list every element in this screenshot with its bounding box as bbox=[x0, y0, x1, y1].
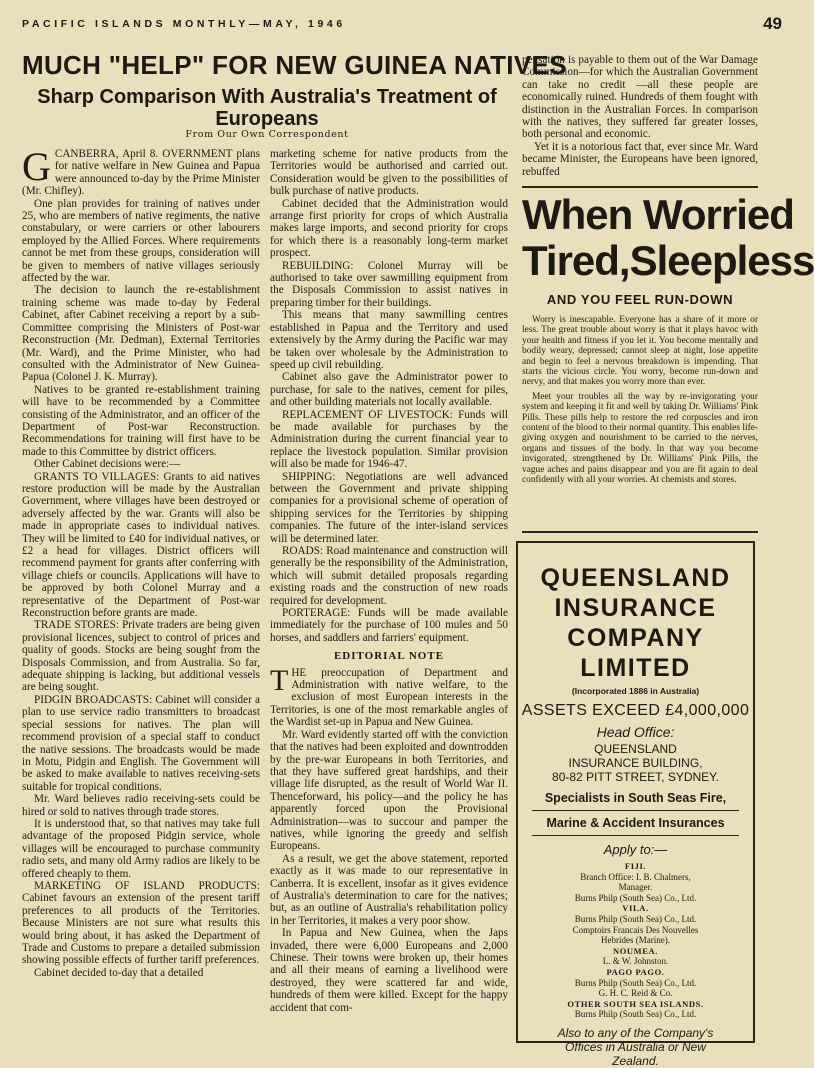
article-byline: From Our Own Correspondent bbox=[185, 129, 349, 140]
agent-entry: Branch Office: I. B. Chalmers, bbox=[580, 871, 691, 882]
ad-divider-rule bbox=[522, 531, 758, 533]
ad-headline-line-1: When Worried bbox=[522, 191, 794, 238]
ad-rule bbox=[532, 810, 739, 811]
article-paragraph: PORTERAGE: Funds will be made available immediately for the purchase of 100 mules and 50 horses, and saddlers and farriers' equipment. bbox=[270, 607, 508, 644]
editorial-paragraph: As a result, we get the above statement, reported exactly as it was made to our representative in Canberra. It is excellent, insofar as it gives evidence of Australia's determination to care for the natives; but, as an outline of Australia's rehabilitation policy in her Territories, it makes a very poor show. bbox=[270, 852, 508, 927]
editorial-drop-cap: T bbox=[270, 663, 289, 697]
article-headline: MUCH "HELP" FOR NEW GUINEA NATIVES bbox=[22, 50, 567, 80]
article-paragraph: Yet it is a notorious fact that, ever since Mr. Ward became Minister, the Europeans have been ignored, rebuffed bbox=[522, 140, 758, 178]
article-paragraph: GCANBERRA, April 8. OVERNMENT plans for native welfare in New Guinea and Papua were announced to-day by the Prime Minister (Mr. Chifley). bbox=[22, 144, 260, 198]
article-paragraph: SHIPPING: Negotiations are well advanced between the Government and private shipping companies for a provisional scheme of operation of shipping services for the Territories by shipping companies. The future of the inter-island services will be determined later. bbox=[270, 470, 508, 545]
article-paragraph: GRANTS TO VILLAGES: Grants to aid natives restore production will be made by the Australian Government, where villages have been destroyed or adversely affected by the war. Grants will also be made in appropriate cases to individual natives. They will be limited to £40 for individual natives, or £2 a head for villages. District officers will recommend payment for grants after conferring with village chiefs or councils. Applications will have to be approved by both Colonel Murray and a representative of the Department of Post-war Reconstruction before grants are made. bbox=[22, 470, 260, 620]
head-office-label: Head Office: bbox=[596, 724, 675, 740]
article-paragraph: Mr. Ward believes radio receiving-sets could be hired or sold to natives through trade stores. bbox=[22, 793, 260, 818]
article-paragraph: Cabinet decided to-day that a detailed bbox=[34, 966, 204, 979]
agents-list bbox=[518, 861, 753, 1020]
article-column-3 bbox=[522, 54, 758, 184]
article-paragraph: Cabinet also gave the Administrator power to purchase, for sale to the natives, cement for piles, and other building materials not locally available. bbox=[270, 371, 508, 409]
article-paragraph: REPLACEMENT OF LIVESTOCK: Funds will be made available for purchases by the Administration during the current financial year to replace the livestock population. Similar provision will also be made for 1946-47. bbox=[270, 408, 508, 471]
article-paragraph: pensation is payable to them out of the War Damage Commission—for which the Australian Government can take no credit —all these people are economically ruined. Hundreds of them fought with distinction in the Australian Forces. In comparison with the natives, they suffered far greater losses, both personal and economic. bbox=[522, 54, 758, 141]
article-paragraph: Natives to be granted re-establishment training will have to be recommended by a Committee consisting of the Administrator, and an officer of the Department of Post-war Reconstruction. Recommendations for training will first have to be made to this Committee by district officers. bbox=[22, 383, 260, 458]
head-office-address: QUEENSLAND INSURANCE BUILDING, 80-82 PITT STREET, SYDNEY. bbox=[552, 742, 719, 784]
running-head-text: PACIFIC ISLANDS MONTHLY—MAY, 1946 bbox=[22, 18, 346, 30]
agent-entry: Burns Philp (South Sea) Co., Ltd. bbox=[574, 977, 697, 988]
editorial-note-heading: EDITORIAL NOTE bbox=[333, 650, 445, 663]
agent-location: FIJI. bbox=[624, 861, 647, 871]
agent-entry: Hebrides (Marine). bbox=[601, 935, 670, 946]
agent-location: NOUMEA. bbox=[612, 945, 659, 956]
running-head bbox=[22, 14, 782, 33]
article-paragraph: ROADS: Road maintenance and construction will generally be the responsibility of the Administration, which will submit detailed proposals regarding existing roads and the construction of new roads required for development. bbox=[270, 545, 508, 607]
ad-body bbox=[522, 315, 758, 486]
article-paragraph: REBUILDING: Colonel Murray will be authorised to take over sawmilling equipment from the Disposals Commission to assist natives in preparing timber for their buildings. bbox=[270, 259, 508, 309]
article-paragraph: marketing scheme for native products from the Territories would be authorised and carried out. Consideration would be given to the possibilities of bulk purchase of native products. bbox=[270, 148, 508, 198]
agent-entry: Burns Philp (South Sea) Co., Ltd. bbox=[574, 913, 697, 924]
ad-body-paragraph: Meet your troubles all the way by re-invigorating your system and keeping it fit and well by taking Dr. Williams' Pink Pills. These pills help to restore the red corpuscles and iron content of the blood to their normal quantity. This enables life-giving oxygen and nourishment to be carried to the nerves, organs and tissues of the body. In that way you become invigorated, strengthened by Dr. Williams' Pink Pills, the vague aches and pains disappear and you are fit again to deal confidently with all your worries. At chemists and stores. bbox=[522, 391, 758, 486]
ad-tagline: AND YOU FEEL RUN-DOWN bbox=[546, 292, 734, 307]
assets-line: ASSETS EXCEED £4,000,000 bbox=[521, 702, 750, 719]
editorial-paragraph: In Papua and New Guinea, when the Japs invaded, there were 6,000 Europeans and 2,000 Chinese. Their towns were broken up, their homes and all their means of earning a livelihood were destroyed, they were scattered far and wide, hundreds of them were killed. Except for the happy accident that com- bbox=[270, 927, 508, 1014]
drop-cap: G bbox=[22, 144, 51, 189]
company-name: QUEENSLAND INSURANCE COMPANY LIMITED bbox=[540, 564, 731, 682]
agent-entry: Burns Philp (South Sea) Co., Ltd. bbox=[574, 1009, 697, 1020]
also-offices-note: Also to any of the Company's Offices in Australia or New Zealand. bbox=[557, 1025, 714, 1068]
column-divider-rule bbox=[522, 186, 758, 188]
agent-location: OTHER SOUTH SEA ISLANDS. bbox=[567, 998, 704, 1009]
article-paragraph: PIDGIN BROADCASTS: Cabinet will consider a plan to use service radio transmitters to broadcast special sessions for natives. The plan will recommend provision of a special staff to conduct the native sessions. The broadcasts would be made in Motu, Pidgin and English. The Government will be asked to make available to natives receiving-sets suitable for tropical conditions. bbox=[22, 693, 260, 793]
article-column-2 bbox=[270, 148, 508, 1043]
article-paragraph: Cabinet decided that the Administration would arrange first priority for crops of which Australia makes large imports, and second priority for crops for which there is a reasonably long-term market prospect. bbox=[270, 197, 508, 260]
agent-location: PAGO PAGO. bbox=[606, 966, 665, 977]
editorial-paragraph: THE preoccupation of Department and Administration with native welfare, to the exclusion of most European interests in the Territories, is one of the most remarkable angles of the Wardist set-up in Papua and New Guinea. bbox=[270, 663, 508, 729]
article-paragraph: The decision to launch the re-establishment training scheme was made to-day by Federal Cabinet, after Cabinet receiving a report by a sub-Committee comprising the Ministers of Post-war Reconstruction (Mr. Dedman), External Territories (Mr. Ward), and the Prime Minister, who had consulted with the Administrator of New Guinea-Papua (Colonel J. K. Murray). bbox=[22, 284, 260, 384]
article-paragraph: It is understood that, so that natives may take full advantage of the proposed Pidgin service, whole villages will be encouraged to purchase community radio sets, and many old Army radios are likely to be offered cheaply to them. bbox=[22, 817, 260, 880]
page-number: 49 bbox=[763, 14, 782, 33]
article-paragraph: One plan provides for training of natives under 25, who are members of native regiments, the native constabulary, or were carriers or other labourers employed by the Allied Forces. Where requirements cannot be met from these groups, consideration will be given to members of native villages seriously affected by the war. bbox=[22, 197, 260, 285]
article-paragraph: This means that many sawmilling centres established in Papua and the Territory and used extensively by the Army during the Pacific war may be taken over wholesale by the Administration to speed up civil rebuilding. bbox=[270, 309, 508, 371]
ad-headline-line-2: Tired,Sleepless bbox=[522, 237, 814, 284]
agent-entry: G. H. C. Reid & Co. bbox=[598, 988, 673, 999]
editorial-paragraph: Mr. Ward evidently started off with the conviction that the natives had been exploited and downtrodden by the pre-war Europeans in both Territories, and that they have suffered great hardships, and their village life disrupted, as the result of World War II. Thenceforward, his policy—and the policy he has apparently forced upon the Provisional Administration—was to succour and pamper the natives, while ignoring the greedy and selfish Europeans. bbox=[270, 728, 508, 853]
agent-entry: Manager. bbox=[618, 882, 653, 893]
article-paragraph: TRADE STORES: Private traders are being given provisional licences, subject to control of prices and quality of goods. Stocks are being sought from the Disposals Commission, and from Australia. So far, adequate shipping is lacking, but additional vessels are being sought. bbox=[22, 619, 260, 694]
article-subhead: Sharp Comparison With Australia's Treatment of Europeans bbox=[37, 86, 497, 130]
incorporation-note: (Incorporated 1886 in Australia) bbox=[571, 686, 700, 696]
agent-entry: Burns Philp (South Sea) Co., Ltd. bbox=[574, 892, 697, 903]
insurance-advertisement bbox=[516, 541, 755, 1068]
agent-entry: L. & W. Johnston. bbox=[602, 956, 669, 967]
article-paragraph: MARKETING OF ISLAND PRODUCTS: Cabinet favours an extension of the present tariff preferences to all products of the Territories. Because Ministers are not sure what results this would bring about, it has asked the Department of Trade and Customs to prepare a detailed submission showing possible effects of further tariff preferences. bbox=[22, 879, 260, 967]
article-column-1 bbox=[22, 144, 260, 1043]
ad-rule bbox=[532, 835, 739, 836]
agent-entry: Comptoirs Francais Des Nouvelles bbox=[572, 924, 699, 935]
article-paragraph: Other Cabinet decisions were:— bbox=[34, 458, 181, 471]
ad-body-paragraph: Worry is inescapable. Everyone has a share of it more or less. The great trouble about worry is that it plays havoc with your health and fitness if you let it. You become mentally and bodily weary, depressed; cannot sleep at night, lose appetite and begin to feel a nervous breakdown is impending. That starts the vicious circle. You worry, become run-down and nervy, and that makes you worry more than ever. bbox=[522, 315, 758, 388]
agent-location: VILA. bbox=[622, 903, 649, 914]
pink-pills-advertisement bbox=[522, 191, 814, 526]
apply-to-label: Apply to:— bbox=[603, 842, 668, 857]
specialists-line: Specialists in South Seas Fire, Marine & Accident Insurances bbox=[518, 790, 753, 836]
